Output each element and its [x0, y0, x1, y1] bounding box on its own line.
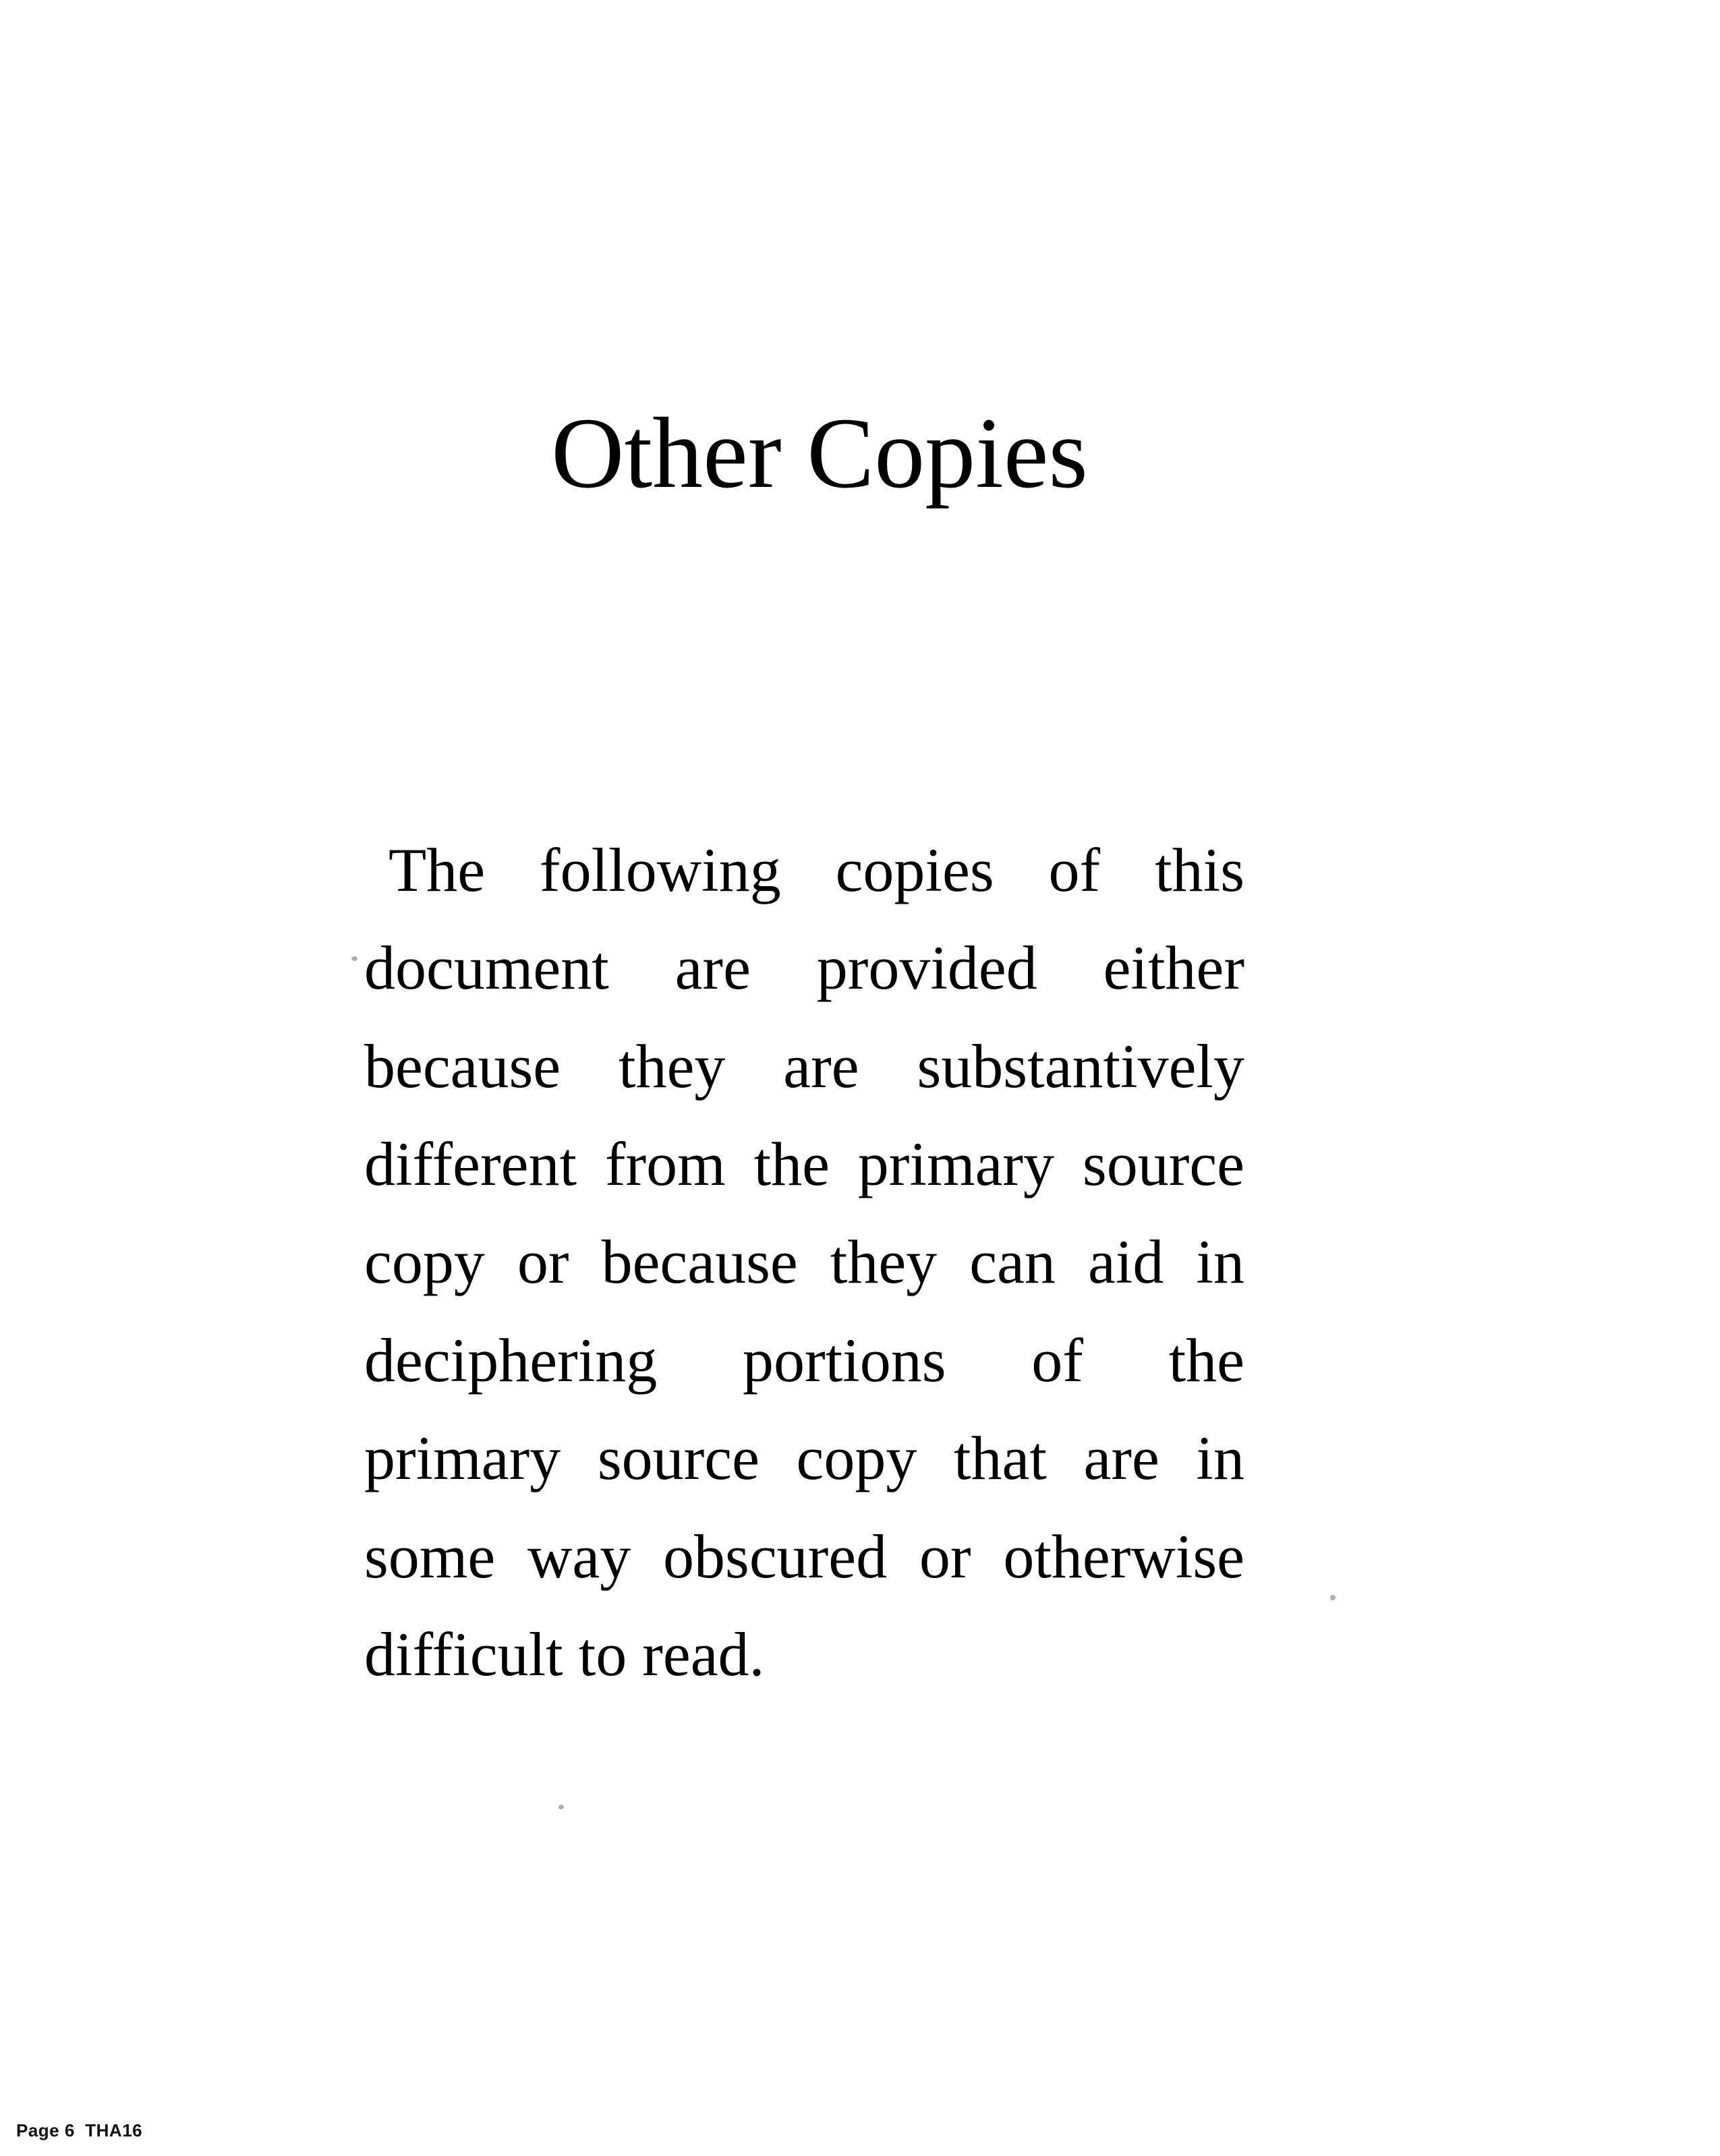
scan-speck	[558, 1805, 564, 1809]
page-footer-stamp: Page 6 THA16	[16, 2120, 143, 2140]
body-text-block	[364, 821, 1244, 1703]
scan-speck	[1330, 1595, 1336, 1600]
scan-speck	[351, 956, 357, 961]
body-paragraph: The following copies of this document are provided either because they are substantively different from the primary source copy or because they can aid in deciphering portions of the primary source copy that are in some way obscured or otherwise difficult to read.	[364, 836, 1244, 1689]
page-title: Other Copies	[551, 397, 1088, 509]
